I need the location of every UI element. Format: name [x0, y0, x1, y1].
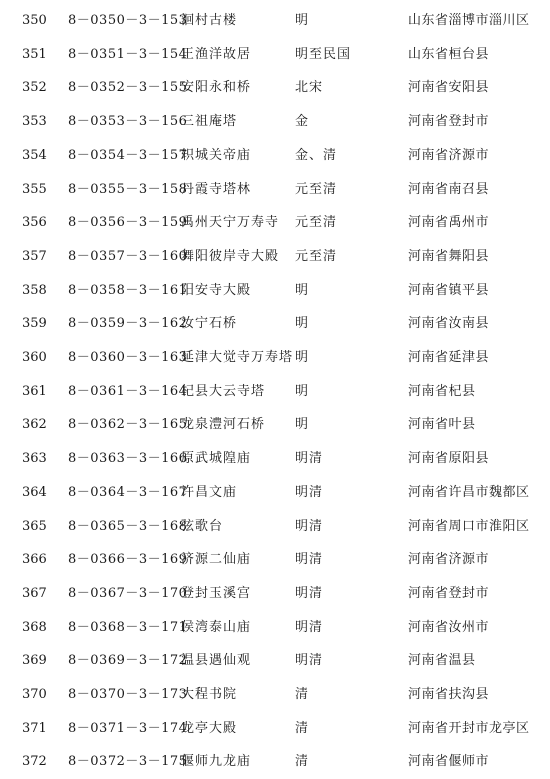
row-number: 358 [22, 282, 47, 298]
site-location: 山东省淄博市淄川区 [408, 13, 530, 28]
table-row [0, 206, 550, 240]
site-location: 河南省偃师市 [408, 754, 490, 770]
row-number: 359 [22, 316, 47, 332]
site-location: 河南省登封市 [408, 585, 490, 601]
table-row [0, 510, 550, 544]
site-era: 明清 [295, 585, 324, 601]
site-era: 明 [295, 282, 310, 298]
site-era: 明清 [295, 484, 324, 500]
site-code: 8－0356－3－159 [68, 215, 188, 231]
row-number: 352 [22, 80, 47, 96]
site-location: 河南省南召县 [408, 181, 490, 197]
site-code: 8－0367－3－170 [68, 585, 188, 601]
site-name: 温县遇仙观 [181, 653, 252, 669]
site-name: 登封玉溪宫 [181, 585, 252, 601]
site-name: 杞县大云寺塔 [181, 383, 266, 399]
table-row [0, 745, 550, 779]
site-location: 河南省济源市 [408, 147, 490, 163]
site-era: 明清 [295, 552, 324, 568]
row-number: 357 [22, 248, 47, 264]
row-number: 363 [22, 451, 47, 467]
site-code: 8－0358－3－161 [68, 282, 188, 298]
site-code: 8－0360－3－163 [68, 350, 188, 365]
site-name: 偃师九龙庙 [181, 754, 252, 770]
table-row [0, 38, 550, 72]
site-name: 洄村古楼 [181, 13, 238, 28]
site-era: 清 [295, 720, 310, 736]
site-code: 8－0359－3－162 [68, 316, 188, 332]
table-row [0, 408, 550, 442]
site-era: 明 [295, 13, 310, 28]
site-name: 济源二仙庙 [181, 552, 252, 568]
site-code: 8－0357－3－160 [68, 248, 188, 264]
site-era: 明清 [295, 653, 324, 669]
site-location: 河南省许昌市魏都区 [408, 484, 530, 500]
site-name: 延津大觉寺万寿塔 [181, 350, 294, 365]
row-number: 355 [22, 181, 47, 197]
table-row [0, 274, 550, 308]
site-era: 金 [295, 114, 310, 130]
site-name: 轵城关帝庙 [181, 147, 252, 163]
site-era: 清 [295, 687, 310, 702]
site-code: 8－0350－3－153 [68, 13, 188, 28]
row-number: 372 [22, 754, 47, 770]
table-row [0, 442, 550, 476]
site-location: 河南省原阳县 [408, 451, 490, 467]
site-name: 大程书院 [181, 687, 238, 702]
site-era: 明清 [295, 518, 324, 534]
site-location: 河南省禹州市 [408, 215, 490, 231]
site-location: 河南省开封市龙亭区 [408, 720, 530, 736]
site-era: 元至清 [295, 248, 338, 264]
row-number: 368 [22, 619, 47, 635]
site-name: 丹霞寺塔林 [181, 181, 252, 197]
table-row [0, 71, 550, 105]
site-code: 8－0366－3－169 [68, 552, 188, 568]
site-name: 阳安寺大殿 [181, 282, 252, 298]
site-location: 山东省桓台县 [408, 46, 490, 62]
site-era: 明清 [295, 451, 324, 467]
table-row [0, 543, 550, 577]
site-location: 河南省镇平县 [408, 282, 490, 298]
row-number: 354 [22, 147, 47, 163]
site-name: 王渔洋故居 [181, 46, 252, 62]
row-number: 356 [22, 215, 47, 231]
site-location: 河南省延津县 [408, 350, 490, 365]
row-number: 371 [22, 720, 47, 736]
row-number: 360 [22, 350, 47, 365]
site-name: 龙泉澧河石桥 [181, 417, 266, 433]
row-number: 370 [22, 687, 47, 702]
site-name: 许昌文庙 [181, 484, 238, 500]
table-row [0, 4, 550, 38]
site-code: 8－0372－3－175 [68, 754, 188, 770]
site-location: 河南省济源市 [408, 552, 490, 568]
table-row [0, 375, 550, 409]
site-code: 8－0364－3－167 [68, 484, 188, 500]
row-number: 351 [22, 46, 47, 62]
site-code: 8－0354－3－157 [68, 147, 188, 163]
table-row [0, 712, 550, 746]
site-location: 河南省汝南县 [408, 316, 490, 332]
row-number: 364 [22, 484, 47, 500]
site-name: 汝宁石桥 [181, 316, 238, 332]
site-name: 弦歌台 [181, 518, 224, 534]
site-code: 8－0351－3－154 [68, 46, 188, 62]
site-code: 8－0370－3－173 [68, 687, 188, 702]
site-era: 明 [295, 383, 310, 399]
site-code: 8－0355－3－158 [68, 181, 188, 197]
table-row [0, 476, 550, 510]
row-number: 369 [22, 653, 47, 669]
site-location: 河南省杞县 [408, 383, 476, 399]
site-location: 河南省安阳县 [408, 80, 490, 96]
site-name: 原武城隍庙 [181, 451, 252, 467]
site-era: 元至清 [295, 181, 338, 197]
row-number: 362 [22, 417, 47, 433]
table-row [0, 105, 550, 139]
site-era: 北宋 [295, 80, 324, 96]
site-era: 明 [295, 417, 310, 433]
row-number: 365 [22, 518, 47, 534]
site-location: 河南省登封市 [408, 114, 490, 130]
site-era: 元至清 [295, 215, 338, 231]
table-row [0, 341, 550, 375]
row-number: 353 [22, 114, 47, 130]
table-row [0, 577, 550, 611]
site-code: 8－0353－3－156 [68, 114, 188, 130]
site-name: 侯湾泰山庙 [181, 619, 252, 635]
table-row [0, 644, 550, 678]
site-location: 河南省叶县 [408, 417, 476, 433]
site-code: 8－0352－3－155 [68, 80, 188, 96]
table-row [0, 307, 550, 341]
site-name: 龙亭大殿 [181, 720, 238, 736]
site-code: 8－0371－3－174 [68, 720, 188, 736]
site-code: 8－0369－3－172 [68, 653, 188, 669]
table-row [0, 678, 550, 712]
site-era: 明 [295, 350, 310, 365]
site-location: 河南省汝州市 [408, 619, 490, 635]
site-name: 舞阳彼岸寺大殿 [181, 248, 280, 264]
site-era: 清 [295, 754, 310, 770]
site-name: 三祖庵塔 [181, 114, 238, 130]
site-code: 8－0361－3－164 [68, 383, 188, 399]
site-name: 安阳永和桥 [181, 80, 252, 96]
table-row [0, 173, 550, 207]
table-row [0, 240, 550, 274]
row-number: 366 [22, 552, 47, 568]
site-location: 河南省温县 [408, 653, 476, 669]
row-number: 361 [22, 383, 47, 399]
site-name: 禹州天宁万寿寺 [181, 215, 280, 231]
row-number: 350 [22, 13, 47, 28]
site-era: 明清 [295, 619, 324, 635]
site-code: 8－0365－3－168 [68, 518, 188, 534]
site-location: 河南省扶沟县 [408, 687, 490, 702]
site-era: 金、清 [295, 147, 338, 163]
site-era: 明 [295, 316, 310, 332]
site-code: 8－0362－3－165 [68, 417, 188, 433]
site-location: 河南省舞阳县 [408, 248, 490, 264]
table-row [0, 611, 550, 645]
site-code: 8－0363－3－166 [68, 451, 188, 467]
table-row [0, 139, 550, 173]
row-number: 367 [22, 585, 47, 601]
site-code: 8－0368－3－171 [68, 619, 188, 635]
site-era: 明至民国 [295, 46, 352, 62]
site-location: 河南省周口市淮阳区 [408, 518, 530, 534]
